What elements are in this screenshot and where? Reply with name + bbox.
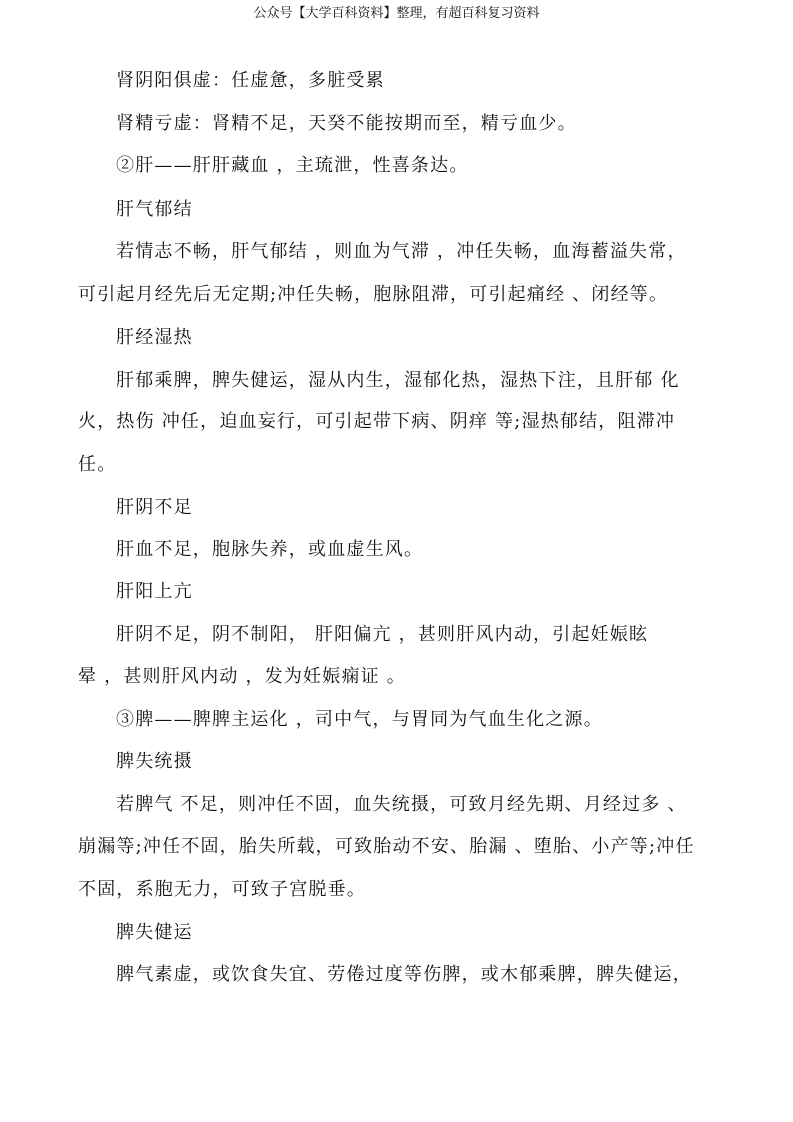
text-line: 若脾气 不足，则冲任不固，血失统摄，可致月经先期、月经过多 、 bbox=[116, 794, 687, 815]
text-line: 肾阴阳俱虚：任虚惫，多脏受累 bbox=[116, 70, 385, 91]
text-line: 若情志不畅，肝气郁结 ，则血为气滞 ，冲任失畅，血海蓄溢失常， bbox=[116, 241, 687, 262]
section-heading: 脾失健运 bbox=[116, 922, 193, 943]
text-line: 崩漏等;冲任不固，胎失所载，可致胎动不安、胎漏 、堕胎、小产等;冲任 bbox=[78, 836, 695, 857]
text-line: ③脾——脾脾主运化 ，司中气，与胃同为气血生化之源。 bbox=[116, 709, 603, 730]
page-header: 公众号【大学百科资料】整理，有超百科复习资料 bbox=[253, 6, 540, 21]
text-line: 不固，系胞无力，可致子宫脱垂。 bbox=[78, 879, 366, 900]
text-line: 肝血不足，胞脉失养，或血虚生风。 bbox=[116, 539, 424, 560]
text-line: 肾精亏虚：肾精不足，天癸不能按期而至，精亏血少。 bbox=[116, 113, 577, 134]
text-line: 脾气素虚，或饮食失宜、劳倦过度等伤脾，或木郁乘脾，脾失健运， bbox=[116, 964, 692, 985]
section-heading: 脾失统摄 bbox=[116, 751, 193, 772]
text-line: 晕 ，甚则肝风内动 ，发为妊娠痫证 。 bbox=[78, 666, 406, 687]
text-line: 火，热伤 冲任，迫血妄行，可引起带下病、阴痒 等;湿热郁结，阻滞冲 bbox=[78, 411, 676, 432]
text-line: ②肝——肝肝藏血 ，主琉泄，性喜条达。 bbox=[116, 155, 469, 176]
section-heading: 肝阴不足 bbox=[116, 497, 193, 518]
text-line: 肝郁乘脾，脾失健运，湿从内生，湿郁化热，湿热下注，且肝郁 化 bbox=[116, 370, 680, 391]
section-heading: 肝经湿热 bbox=[116, 327, 193, 348]
text-line: 任。 bbox=[78, 454, 117, 475]
section-heading: 肝阳上亢 bbox=[116, 581, 193, 602]
text-line: 肝阴不足，阴不制阳， 肝阳偏亢 ，甚则肝风内动，引起妊娠眩 bbox=[116, 624, 649, 645]
text-line: 可引起月经先后无定期;冲任失畅，胞脉阻滞，可引起痛经 、闭经等。 bbox=[78, 284, 669, 305]
section-heading: 肝气郁结 bbox=[116, 199, 193, 220]
